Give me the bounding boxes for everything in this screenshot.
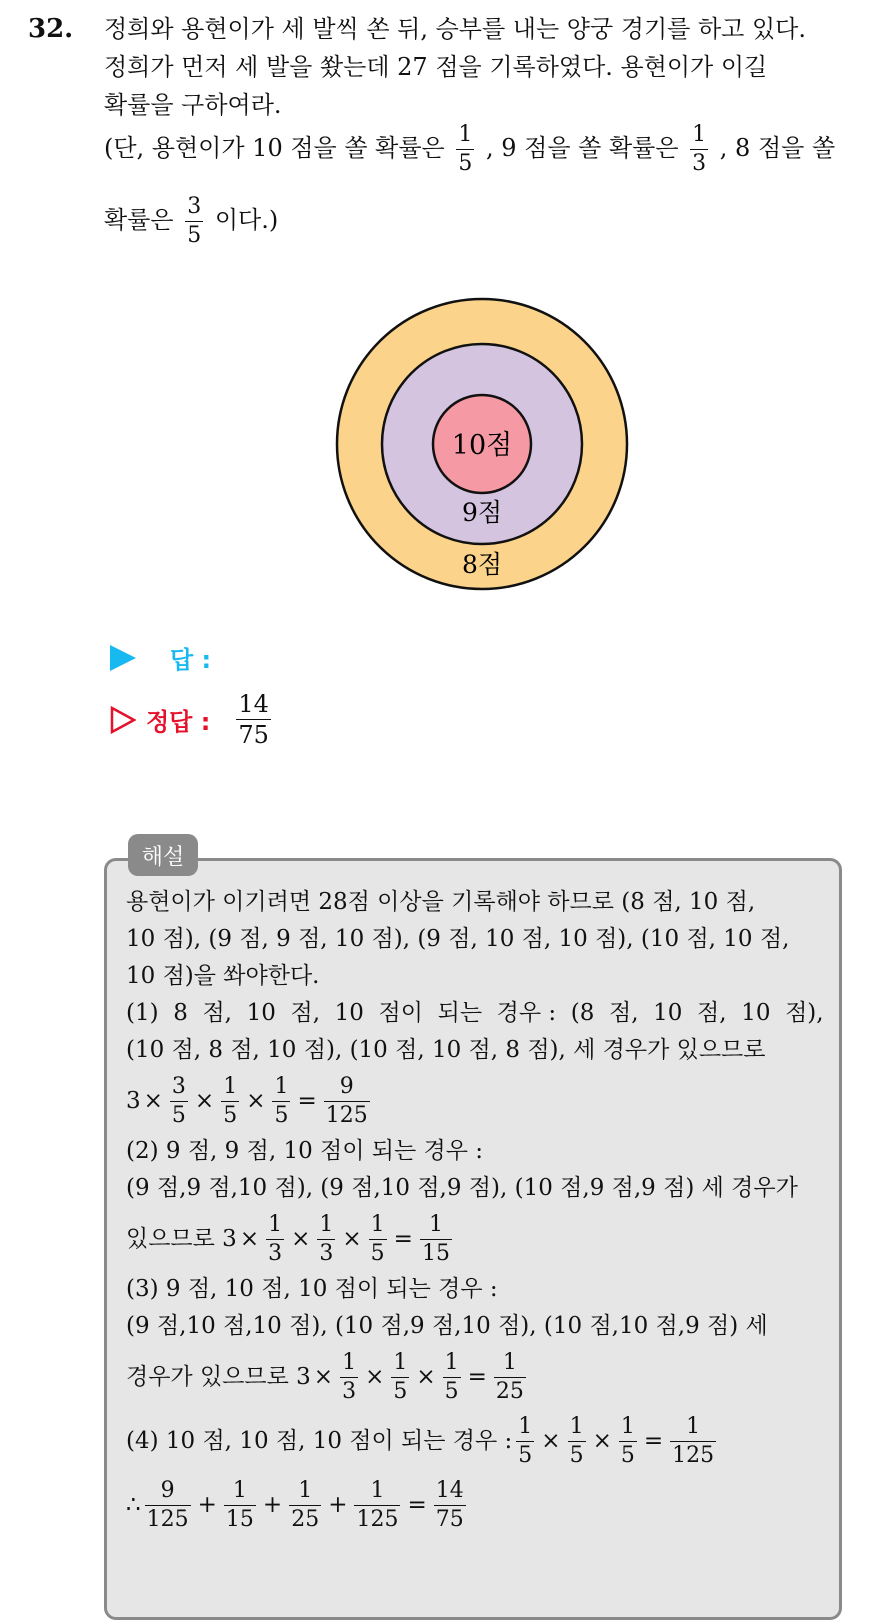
ring-8-label: 8점: [461, 550, 503, 579]
ring-10-label: 10점: [451, 430, 513, 461]
case1-formula: 3 × $\frac{3}{5}$ × $\frac{1}{5}$ × $\frac{1}{5}$ = $\frac{9}{125}$: [126, 1073, 368, 1128]
target-diagram: [334, 296, 630, 596]
question-line: 확률을 구하여라.: [104, 91, 282, 119]
question-text: [104, 10, 864, 124]
outline-arrow-icon: [110, 706, 136, 734]
explanation-line: (9 점,10 점,10 점), (10 점,9 점,10 점), (10 점,10 점,9 점) 세: [126, 1313, 768, 1339]
ring-9-label: 9점: [461, 498, 503, 527]
correct-answer-label: 정답 :: [146, 708, 211, 736]
answer-label: 답 :: [170, 646, 212, 674]
explanation-line: (2) 9 점, 9 점, 10 점이 되는 경우 :: [126, 1138, 484, 1164]
condition-text: (단, 용현이가 10 점을 쏠 확률은: [104, 134, 445, 162]
explanation-line: (3) 9 점, 10 점, 10 점이 되는 경우 :: [126, 1276, 498, 1302]
condition-text: , 9 점을 쏠 확률은: [485, 134, 679, 162]
correct-answer-value: $\frac{14}{75}$: [238, 690, 269, 749]
condition-line-1: [104, 124, 864, 175]
question-line: 정희가 먼저 세 발을 쐈는데 27 점을 기록하였다. 용현이가 이길: [104, 53, 768, 81]
question-number: 32.: [28, 14, 74, 44]
case4-formula: (4) 10 점, 10 점, 10 점이 되는 경우 : $\frac{1}{5}$ × $\frac{1}{5}$ × $\frac{1}{5}$ = $\frac{1}{125}$: [126, 1413, 715, 1468]
explanation-line: (1) 8 점, 10 점, 10 점이 되는 경우 : (8 점, 10 점, 10 점),: [126, 1000, 824, 1026]
explanation-line: 10 점), (9 점, 9 점, 10 점), (9 점, 10 점, 10 점), (10 점, 10 점,: [126, 926, 790, 952]
explanation-body: [126, 884, 826, 1537]
case2-formula: 있으므로 3 × $\frac{1}{3}$ × $\frac{1}{3}$ × $\frac{1}{5}$ = $\frac{1}{15}$: [126, 1211, 450, 1266]
explanation-line: 10 점)을 쏴야한다.: [126, 963, 320, 989]
condition-text: 이다.): [214, 206, 279, 234]
condition-line-2: [104, 196, 864, 247]
fraction-p9: $\frac{1}{3}$: [692, 122, 707, 176]
fraction-p8: $\frac{3}{5}$: [187, 194, 202, 248]
fraction-p10: $\frac{1}{5}$: [458, 122, 473, 176]
case3-formula: 경우가 있으므로 3 × $\frac{1}{3}$ × $\frac{1}{5}$ × $\frac{1}{5}$ = $\frac{1}{25}$: [126, 1349, 524, 1404]
explanation-line: (9 점,9 점,10 점), (9 점,10 점,9 점), (10 점,9 점,9 점) 세 경우가: [126, 1175, 798, 1201]
question-line: 정희와 용현이가 세 발씩 쏜 뒤, 승부를 내는 양궁 경기를 하고 있다.: [104, 15, 806, 43]
condition-text: 확률은: [104, 206, 174, 234]
explanation-tag: 해설: [128, 834, 198, 876]
answer-row: [110, 640, 211, 675]
explanation-line: 용현이가 이기려면 28점 이상을 기록해야 하므로 (8 점, 10 점,: [126, 889, 756, 915]
explanation-line: (10 점, 8 점, 10 점), (10 점, 10 점, 8 점), 세 경우가 있으므로: [126, 1037, 766, 1063]
condition-text: , 8 점을 쏠: [719, 134, 836, 162]
total-formula: ∴ $\frac{9}{125}$ + $\frac{1}{15}$ + $\frac{1}{25}$ + $\frac{1}{125}$ = $\frac{14}{75}$: [126, 1477, 464, 1532]
correct-answer-row: [110, 692, 275, 747]
play-arrow-icon: [110, 645, 136, 671]
